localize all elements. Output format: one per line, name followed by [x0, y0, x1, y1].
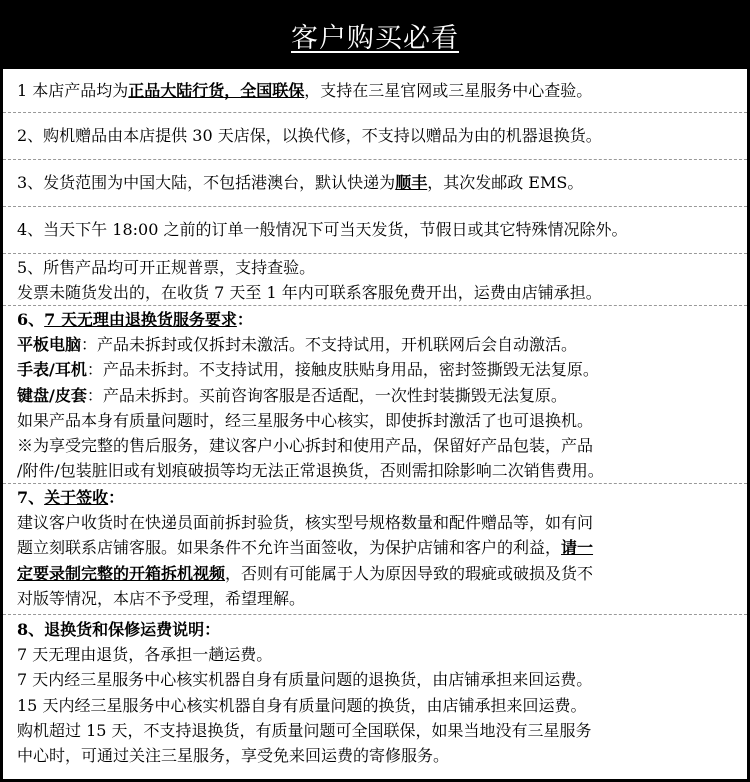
header-bar: [3, 3, 747, 69]
section-1: [3, 69, 747, 113]
section-6-line-5: ※为享受完整的售后服务，建议客户小心拆封和使用产品，保留好产品包装，产品: [17, 436, 594, 456]
page-title: 客户购买必看: [291, 22, 459, 54]
watch-rule: 手表/耳机：产品未拆封。不支持试用，接触皮肤贴身用品，密封签撕毁无法复原。: [17, 360, 599, 380]
section-3: [3, 160, 747, 207]
section-8-line-1: 7 天无理由退货，各承担一趟运费。: [17, 645, 273, 665]
keyboard-rule: 键盘/皮套：产品未拆封。买前咨询客服是否适配，一次性封装撕毁无法复原。: [17, 385, 567, 405]
section-8-line-2: 7 天内经三星服务中心核实机器自身有质量问题的退换货，由店铺承担来回运费。: [17, 670, 593, 690]
section-6-line-4: 如果产品本身有质量问题时，经三星服务中心核实，即使拆封激活了也可退换机。: [17, 410, 594, 430]
section-7: [3, 484, 747, 615]
section-6: [3, 306, 747, 484]
section-7-line-1: 建议客户收货时在快递员面前拆封验货，核实型号规格数量和配件赠品等，如有问: [17, 513, 594, 533]
section-3-text: 3、发货范围为中国大陆，不包括港澳台，默认快递为顺丰，其次发邮政 EMS。: [17, 173, 584, 193]
section-2: [3, 113, 747, 160]
section-8-line-4: 购机超过 15 天，不支持退换货，有质量问题可全国联保，如果当地没有三星服务: [17, 720, 592, 740]
section-8-line-3: 15 天内经三星服务中心核实机器自身有质量问题的换货，由店铺承担来回运费。: [17, 695, 587, 715]
courier-emphasis: 顺丰: [395, 173, 428, 193]
section-6-heading: 6、7 天无理由退换货服务要求：: [17, 310, 253, 329]
section-8: [3, 615, 747, 773]
section-7-heading: 7、关于签收：: [17, 488, 125, 507]
section-4-text: 4、当天下午 18:00 之前的订单一般情况下可当天发货，节假日或其它特殊情况除外。: [17, 220, 628, 240]
section-5-line-2: 发票未随货发出的，在收货 7 天至 1 年内可联系客服免费开出，运费由店铺承担。: [17, 283, 602, 303]
section-1-text: 1 本店产品均为正品大陆行货，全国联保，支持在三星官网或三星服务中心查验。: [17, 80, 593, 100]
section-7-line-4: 对版等情况，本店不予受理，希望理解。: [17, 588, 306, 608]
section-6-line-6: /附件/包装脏旧或有划痕破损等均无法正常退换货，否则需扣除影响二次销售费用。: [17, 461, 604, 481]
section-7-line-2: 题立刻联系店铺客服。如果条件不允许当面签收，为保护店铺和客户的利益，请一: [17, 538, 594, 558]
section-8-line-5: 中心时，可通过关注三星服务，享受免来回运费的寄修服务。: [17, 746, 450, 766]
genuine-product-emphasis: 正品大陆行货，全国联保: [128, 80, 305, 100]
tablet-rule: 平板电脑：产品未拆封或仅拆封未激活。不支持试用，开机联网后会自动激活。: [17, 335, 578, 355]
section-5: [3, 254, 747, 306]
section-5-line-1: 5、所售产品均可开正规普票，支持查验。: [17, 258, 316, 277]
section-8-heading: 8、退换货和保修运费说明：: [17, 620, 221, 639]
section-2-text: 2、购机赠品由本店提供 30 天店保，以换代修，不支持以赠品为由的机器退换货。: [17, 126, 602, 146]
section-7-line-3: 定要录制完整的开箱拆机视频，否则有可能属于人为原因导致的瑕疵或破损及货不: [17, 563, 594, 583]
section-4: [3, 207, 747, 254]
